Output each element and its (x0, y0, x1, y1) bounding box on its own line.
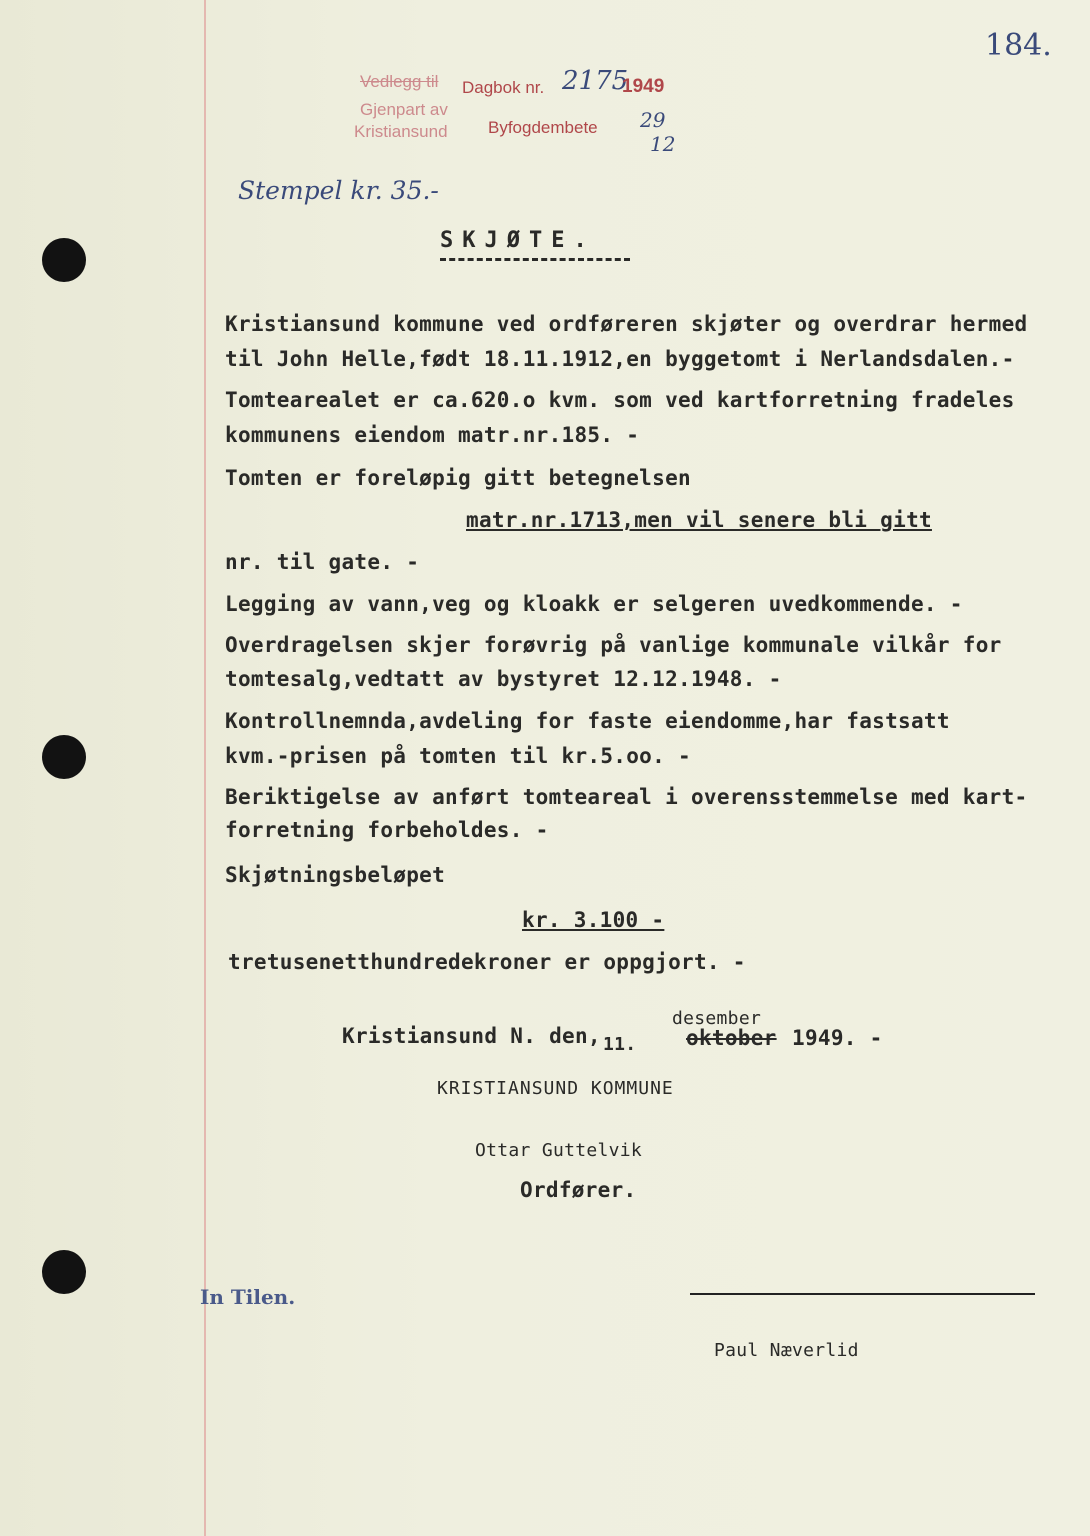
body-line: Skjøtningsbeløpet (225, 863, 446, 887)
signature-role: Ordfører. (520, 1178, 637, 1202)
initials: In Tilen. (200, 1285, 296, 1309)
body-line: kommunens eiendom matr.nr.185. - (225, 423, 640, 447)
body-line: Tomtearealet er ca.620.o kvm. som ved kartforretning fradeles (225, 388, 1015, 412)
body-line: Overdragelsen skjer forøvrig på vanlige kommunale vilkår for (225, 633, 1002, 657)
body-line: kvm.-prisen på tomten til kr.5.oo. - (225, 744, 691, 768)
body-line: Tomten er foreløpig gitt betegnelsen (225, 466, 691, 490)
signature-org: KRISTIANSUND KOMMUNE (437, 1078, 674, 1099)
stamp-date-day: 29 (640, 108, 666, 132)
stamp-kristiansund: Kristiansund (354, 122, 448, 141)
stamp-year: 1949 (622, 76, 665, 97)
date-suffix: 1949. - (792, 1026, 883, 1050)
stamp-vedlegg: Vedlegg til (360, 72, 439, 91)
body-line: tretusenetthundredekroner er oppgjort. - (228, 950, 746, 974)
signature-name: Ottar Guttelvik (475, 1140, 643, 1161)
body-line: til John Helle,født 18.11.1912,en byggetomt i Nerlandsdalen.- (225, 347, 1015, 371)
title-underline (440, 258, 630, 261)
body-line: Legging av vann,veg og kloakk er selgeren uvedkommende. - (225, 592, 963, 616)
date-day: 11. (603, 1034, 637, 1055)
amount-line: kr. 3.100 - (522, 908, 665, 932)
document-title: SKJØTE. (440, 228, 596, 253)
signature-rule (690, 1293, 1035, 1295)
stamp-dagbok-number: 2175 (562, 66, 629, 96)
stempel-note: Stempel kr. 35.- (238, 176, 439, 205)
stamp-byfogdembete: Byfogdembete (488, 118, 598, 137)
stamp-date-month: 12 (650, 132, 676, 156)
stamp-dagbok: Dagbok nr. (462, 78, 545, 97)
witness-name: Paul Næverlid (714, 1340, 859, 1361)
punch-hole (42, 238, 86, 282)
stamp-gjenpart: Gjenpart av (360, 100, 448, 119)
body-line: forretning forbeholdes. - (225, 818, 549, 842)
date-struck-month: oktober (686, 1026, 777, 1050)
punch-hole (42, 1250, 86, 1294)
body-line: Kontrollnemnda,avdeling for faste eiendomme,har fastsatt (225, 709, 950, 733)
body-line: nr. til gate. - (225, 550, 420, 574)
body-line: Kristiansund kommune ved ordføreren skjøter og overdrar hermed (225, 312, 1028, 336)
body-line: tomtesalg,vedtatt av bystyret 12.12.1948. - (225, 667, 782, 691)
body-line-indented: matr.nr.1713,men vil senere bli gitt (466, 508, 932, 532)
page-number: 184. (985, 28, 1052, 63)
body-line: Beriktigelse av anført tomteareal i overensstemmelse med kart- (225, 785, 1028, 809)
punch-hole (42, 735, 86, 779)
date-month-insert: desember (672, 1008, 762, 1029)
date-prefix: Kristiansund N. den, (342, 1024, 601, 1048)
